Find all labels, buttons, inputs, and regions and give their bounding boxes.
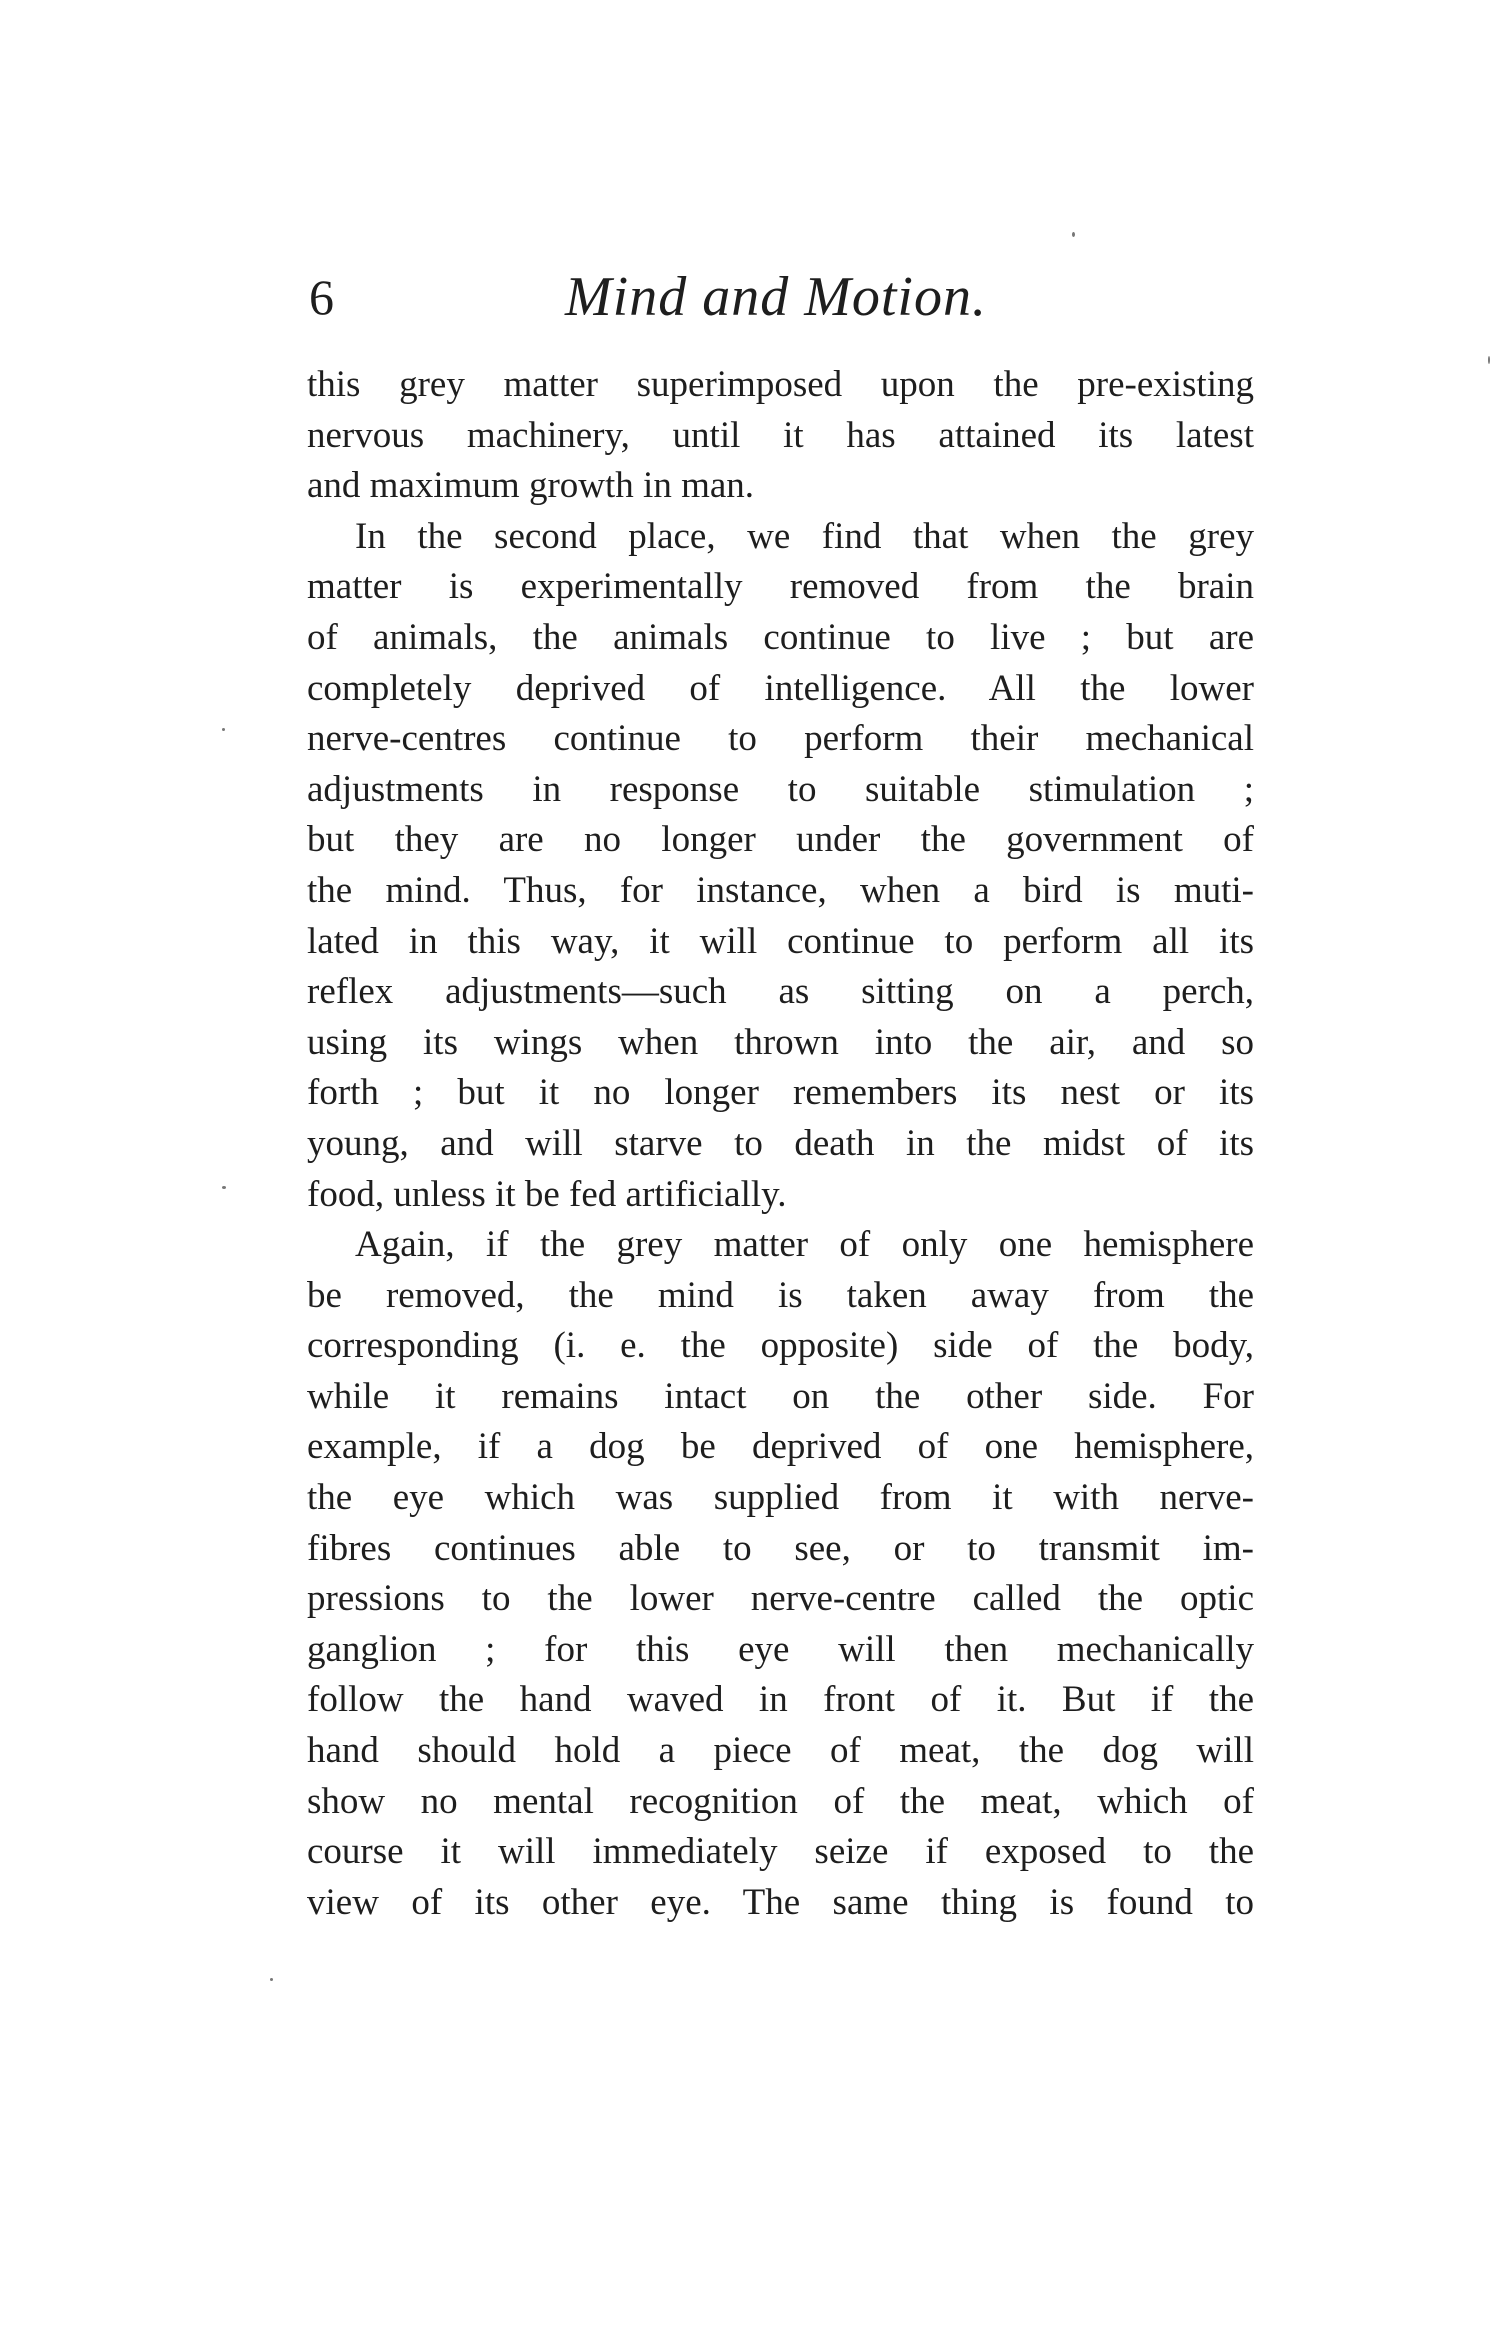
text-line: completely deprived of intelligence. All the lower [307,667,1254,709]
text-line: of animals, the animals continue to live ; but are [307,616,1254,658]
running-title: Mind and Motion. [565,266,987,328]
text-line: and maximum growth in man. [307,465,755,507]
text-line: nervous machinery, until it has attained its latest [307,414,1254,456]
text-line: In the second place, we find that when the grey [355,515,1254,557]
text-line: but they are no longer under the government of [307,819,1254,861]
text-line: using its wings when thrown into the air, and so [307,1021,1254,1063]
text-line: view of its other eye. The same thing is found to [307,1881,1254,1923]
scan-speck [222,1186,226,1189]
scan-speck [1488,356,1490,364]
text-line: follow the hand waved in front of it. But if the [307,1679,1254,1721]
text-line: young, and will starve to death in the midst of its [307,1122,1254,1164]
text-line: course it will immediately seize if exposed to the [307,1831,1254,1873]
text-line: example, if a dog be deprived of one hemisphere, [307,1426,1254,1468]
text-line: while it remains intact on the other side. For [307,1375,1254,1417]
text-line: nerve-centres continue to perform their mechanical [307,718,1254,760]
scan-speck [270,1978,273,1981]
scan-speck [1072,232,1075,237]
text-line: Again, if the grey matter of only one hemisphere [355,1224,1254,1266]
scan-speck [222,728,225,731]
text-line: forth ; but it no longer remembers its nest or its [307,1072,1254,1114]
text-line: food, unless it be fed artificially. [307,1173,787,1215]
text-line: ganglion ; for this eye will then mechanically [307,1628,1254,1670]
text-line: hand should hold a piece of meat, the dog will [307,1730,1254,1772]
text-line: lated in this way, it will continue to perform all its [307,920,1254,962]
page-number: 6 [309,269,334,325]
page-header [307,262,1254,332]
text-line: pressions to the lower nerve-centre called the optic [307,1578,1254,1620]
text-line: the eye which was supplied from it with nerve- [307,1477,1254,1519]
text-line: adjustments in response to suitable stimulation ; [307,768,1254,810]
text-line: be removed, the mind is taken away from the [307,1274,1254,1316]
text-line: this grey matter superimposed upon the pre-existing [307,364,1254,405]
text-line: corresponding (i. e. the opposite) side of the body, [307,1325,1254,1367]
text-line: fibres continues able to see, or to transmit im- [307,1527,1254,1569]
text-line: the mind. Thus, for instance, when a bird is muti- [307,869,1254,911]
body-text [307,360,1254,1928]
text-line: show no mental recognition of the meat, which of [307,1780,1254,1822]
text-line: reflex adjustments—such as sitting on a perch, [307,971,1254,1013]
text-line: matter is experimentally removed from the brain [307,566,1254,608]
